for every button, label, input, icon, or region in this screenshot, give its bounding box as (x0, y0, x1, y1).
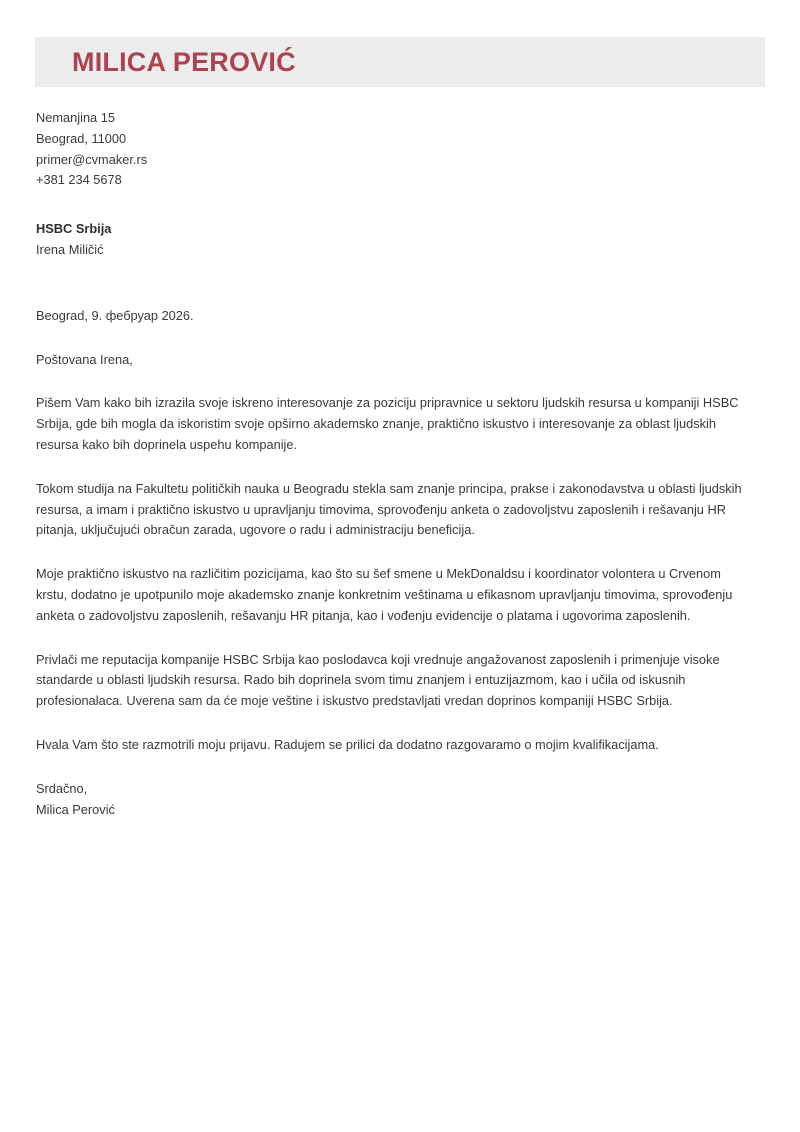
body-paragraph: Pišem Vam kako bih izrazila svoje iskreno interesovanje za poziciju pripravnice u sektoru ljudskih resursa u kompaniji HSBC Srbija, gde bih mogla da iskoristim svoje opširno akademsko znanje, praktično iskustvo i interesovanje za oblast ljudskih resursa kako bih doprinela uspehu kompanije. (36, 395, 739, 452)
body-paragraph: Hvala Vam što ste razmotrili moju prijavu. Radujem se prilici da dodatno razgovaramo o mojim kvalifikacijama. (36, 736, 659, 752)
closing-block (36, 779, 742, 821)
sender-email[interactable]: primer@cvmaker.rs (36, 151, 148, 167)
body-paragraph: Tokom studija na Fakultetu političkih nauka u Beogradu stekla sam znanje principa, prakse i zakonodavstva u oblasti ljudskih resursa, a imam i praktično iskustvo u upravljanju timovima, sprovođenju anketa o zadovoljstvu zaposlenih i rešavanju HR pitanja, uključujući obračun zarada, ugovore o radu i administraciju beneficija. (36, 480, 742, 538)
body-paragraph: Privlači me reputacija kompanije HSBC Srbija kao poslodavca koji vrednuje angažovanost zaposlenih i primenjuje visoke standarde u oblasti ljudskih resursa. Rado bih doprinela svom timu znanjem i entuzijazmom, kao i učila od iskusnih profesionalaca. Uverena sam da će moje veštine i iskustvo predstavljati vredan doprinos kompaniji HSBC Srbija. (36, 651, 720, 709)
header-name-band (35, 37, 765, 87)
salutation-block (36, 350, 742, 371)
letter-content (36, 108, 742, 820)
date-block (36, 306, 742, 327)
page-title: MILICA PEROVIĆ (72, 46, 296, 77)
sender-street: Nemanjina 15 (36, 110, 115, 125)
sender-contact-block (36, 108, 742, 191)
valediction: Srdačno, (36, 780, 88, 796)
recipient-block (36, 219, 742, 261)
letter-body (36, 393, 742, 755)
sender-city: Beograd, 11000 (36, 130, 127, 146)
sender-phone[interactable]: +381 234 5678 (36, 172, 122, 188)
body-paragraph: Moje praktično iskustvo na različitim pozicijama, kao što su šef smene u MekDonaldsu i koordinator volontera u Crvenom krstu, dodatno je upotpunilo moje akademsko znanje konkretnim veštinama u efikasnom upravljanju timovima, sprovođenju anketa o zadovoljstvu zaposlenih, rešavanju HR pitanja, kao i vođenju evidencije o platama i ugovorima zaposlenih. (36, 566, 733, 623)
letter-date: Beograd, 9. фебруар 2026. (36, 307, 194, 323)
recipient-company: HSBC Srbija (36, 221, 112, 237)
recipient-contact-person: Irena Miličić (36, 241, 104, 257)
salutation: Poštovana Irena, (36, 351, 133, 367)
signature-name: Milica Perović (36, 801, 115, 817)
